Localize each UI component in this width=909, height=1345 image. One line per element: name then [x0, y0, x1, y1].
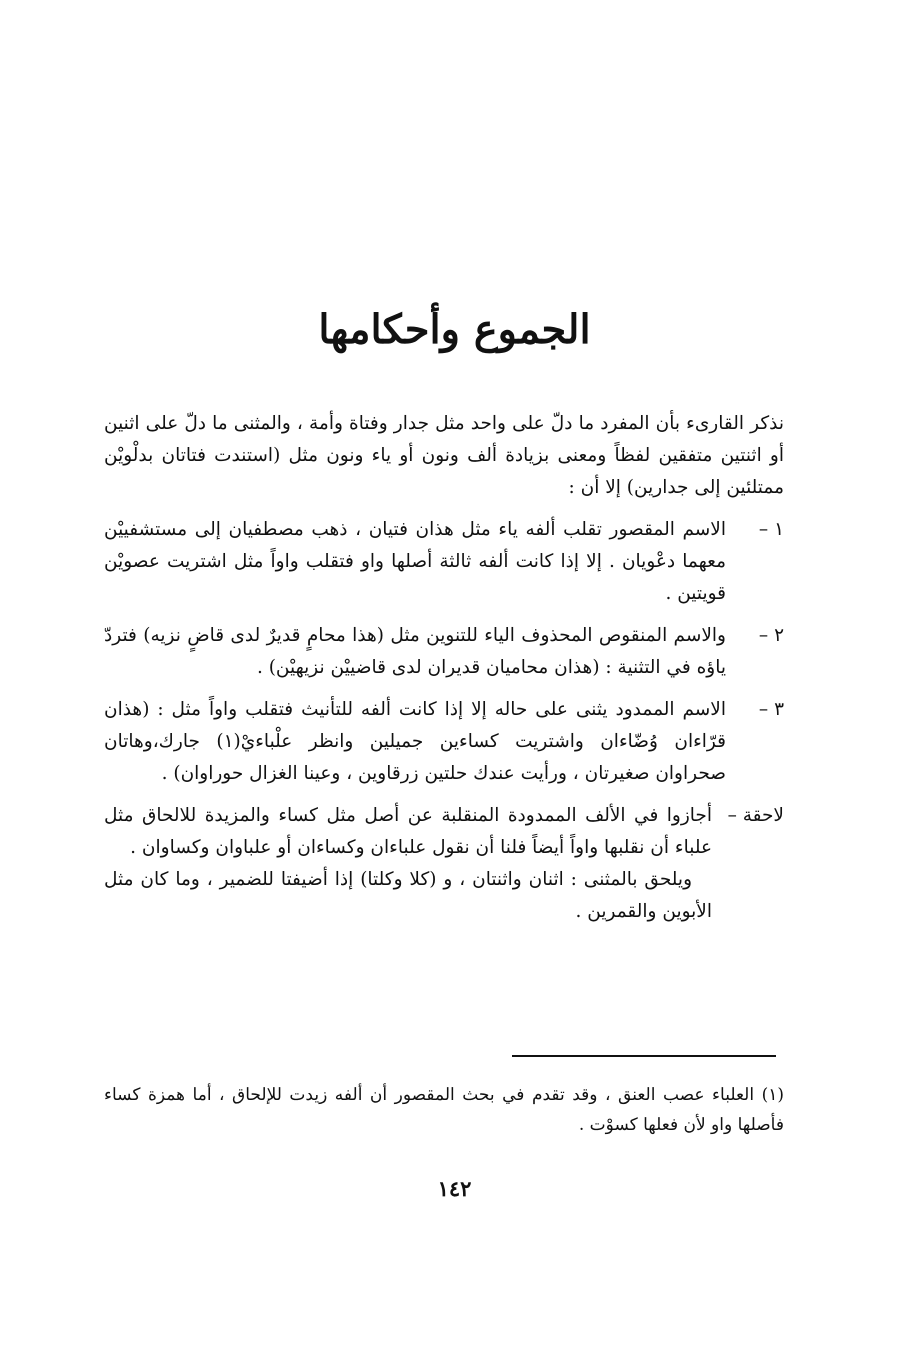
appendix-item [104, 800, 784, 928]
item-text: والاسم المنقوص المحذوف الياء للتنوين مثل (هذا محامٍ قديرٌ لدى قاضٍ نزيه) فتردّ ياؤه في التثنية : (هذان محاميان قديران لدى قاضييْن نزيهيْن) . [104, 625, 726, 678]
page-title: الجموع وأحكامها [318, 306, 591, 353]
numbered-item-2 [104, 620, 784, 684]
item-text-continued: ويلحق بالمثنى : اثنان واثنتان ، و (كلا وكلتا) إذا أضيفتا للضمير ، وما كان مثل الأبوين والقمرين . [104, 869, 712, 922]
item-text: الاسم المقصور تقلب ألفه ياء مثل هذان فتيان ، ذهب مصطفيان إلى مستشفييْن معهما دعْويان . إلا إذا كانت ألفه ثالثة أصلها واو فتقلب واواً مثل اشتريت عصويْن قويتين . [104, 519, 726, 604]
footnote-divider [512, 1055, 776, 1057]
numbered-item-3 [104, 694, 784, 790]
item-body [104, 800, 712, 928]
item-number: ١ – [758, 519, 784, 540]
intro-paragraph: نذكر القارىء بأن المفرد ما دلّ على واحد مثل جدار وفتاة وأمة ، والمثنى ما دلّ على اثنين أو اثنتين متفقين لفظاً ومعنى بزيادة ألف ونون أو ياء ونون مثل (استندت فتاتان بدلْويْن ممتلئين إلى جدارين) إلا أن : [104, 413, 784, 498]
item-text: أجازوا في الألف الممدودة المنقلبة عن أصل مثل كساء والمزيدة للالحاق مثل علباء أن نقلبها واواً أيضاً فلنا أن نقول علباءان وكساءان أو علباوان وكساوان . [104, 805, 712, 858]
item-number: ٣ – [758, 699, 784, 720]
item-number: ٢ – [758, 625, 784, 646]
main-text [104, 408, 784, 938]
item-body [104, 514, 726, 610]
page-number: ١٤٢ [437, 1176, 472, 1201]
item-body [104, 694, 726, 790]
appendix-label: لاحقة – [727, 805, 784, 826]
footnote: (١) العلباء عصب العنق ، وقد تقدم في بحث المقصور أن ألفه زيدت للإلحاق ، أما همزة كساء فأصلها واو لأن فعلها كسوْت . [104, 1085, 784, 1135]
item-text: الاسم الممدود يثنى على حاله إلا إذا كانت ألفه للتأنيث فتقلب واواً مثل : (هذان قرّاءان وُضّاءان واشتريت كساءين جميلين وانظر علْباءيْ(١) جارك،وهاتان صحراوان صغيرتان ، ورأيت عندك حلتين زرقاوين ، وعينا الغزال حوراوان) . [104, 699, 726, 784]
numbered-item-1 [104, 514, 784, 610]
item-body [104, 620, 726, 684]
